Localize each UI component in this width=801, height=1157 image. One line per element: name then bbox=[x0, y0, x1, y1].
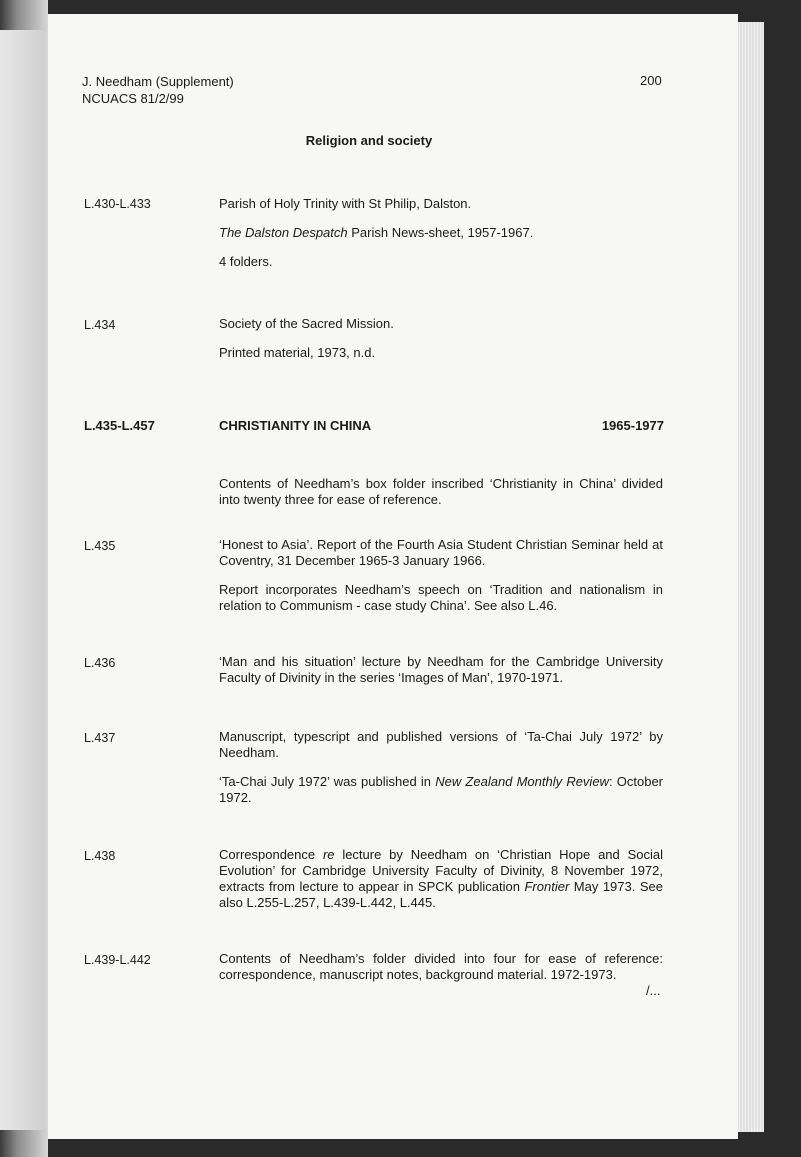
entry-description bbox=[219, 196, 663, 283]
entry-ref: L.430-L.433 bbox=[84, 197, 151, 211]
series-dates: 1965-1977 bbox=[601, 418, 664, 433]
entry-ref: L.437 bbox=[84, 731, 116, 745]
entry-text-part: May 1973. See also L.255-L.257, L.439-L.442, L.445. bbox=[219, 879, 663, 910]
header-title: J. Needham (Supplement) bbox=[82, 74, 234, 89]
publication-title: The Dalston Despatch bbox=[219, 225, 348, 240]
entry-ref: L.439-L.442 bbox=[84, 953, 151, 967]
entry-description bbox=[219, 847, 663, 924]
italic-term: re bbox=[322, 847, 335, 862]
entry-text-rest: Parish News-sheet, 1957-1967. bbox=[347, 225, 534, 240]
entry-description bbox=[219, 729, 663, 819]
entry-description bbox=[219, 654, 663, 699]
entry-ref: L.434 bbox=[84, 318, 116, 332]
entry-extent: 4 folders. bbox=[219, 254, 273, 269]
entry-text-part: lecture by Needham on ‘Christian Hope and Social Evolution’ for Cambridge University Faculty of Divinity, 8 November 1972, extracts from lecture to appear in SPCK publication bbox=[219, 847, 663, 894]
page-stack-edge bbox=[738, 22, 764, 1132]
entry-text: ‘Honest to Asia’. Report of the Fourth Asia Student Christian Seminar held at Coventry, 31 December 1965-3 January 1966. bbox=[219, 537, 663, 568]
document-header bbox=[82, 73, 234, 107]
entry-ref: L.436 bbox=[84, 656, 116, 670]
entry-description bbox=[219, 537, 663, 627]
entry-ref: L.435 bbox=[84, 539, 116, 553]
previous-page-edge bbox=[0, 30, 46, 1130]
series-intro bbox=[219, 476, 663, 521]
entry-ref: L.438 bbox=[84, 849, 116, 863]
publication-title: Frontier bbox=[524, 879, 570, 894]
publication-title: New Zealand Monthly Review bbox=[435, 774, 609, 789]
entry-text: Report incorporates Needham’s speech on ‘Tradition and nationalism in relation to Communism - case study China’. See also L.46. bbox=[219, 582, 663, 613]
entry-text-part: : October 1972. bbox=[219, 774, 664, 805]
entry-text: Printed material, 1973, n.d. bbox=[219, 345, 376, 360]
entry-description bbox=[219, 316, 663, 374]
series-title: CHRISTIANITY IN CHINA bbox=[219, 418, 372, 433]
entry-text bbox=[219, 847, 663, 911]
continued-mark: /... bbox=[646, 983, 661, 998]
entry-text bbox=[219, 774, 663, 806]
entry-text: ‘Man and his situation’ lecture by Needham for the Cambridge University Faculty of Divinity in the series ‘Images of Man’, 1970-1971. bbox=[219, 654, 663, 685]
header-reference: NCUACS 81/2/99 bbox=[82, 91, 184, 106]
series-code: L.435-L.457 bbox=[84, 418, 155, 433]
entry-text: Manuscript, typescript and published versions of ‘Ta-Chai July 1972’ by Needham. bbox=[219, 729, 663, 760]
entry-text: Parish of Holy Trinity with St Philip, Dalston. bbox=[219, 196, 472, 211]
page-number: 200 bbox=[640, 73, 662, 88]
entry-text: Contents of Needham’s box folder inscribed ‘Christianity in China’ divided into twenty three for ease of reference. bbox=[219, 476, 663, 507]
entry-text: Society of the Sacred Mission. bbox=[219, 316, 394, 331]
entry-text-part: Correspondence bbox=[219, 847, 323, 862]
entry-text: Contents of Needham’s folder divided into four for ease of reference: correspondence, manuscript notes, background material. 1972-1973. bbox=[219, 951, 663, 982]
section-title: Religion and society bbox=[305, 133, 433, 148]
entry-text bbox=[219, 225, 663, 241]
entry-text-part: ‘Ta-Chai July 1972’ was published in bbox=[219, 774, 436, 789]
entry-description bbox=[219, 951, 663, 996]
